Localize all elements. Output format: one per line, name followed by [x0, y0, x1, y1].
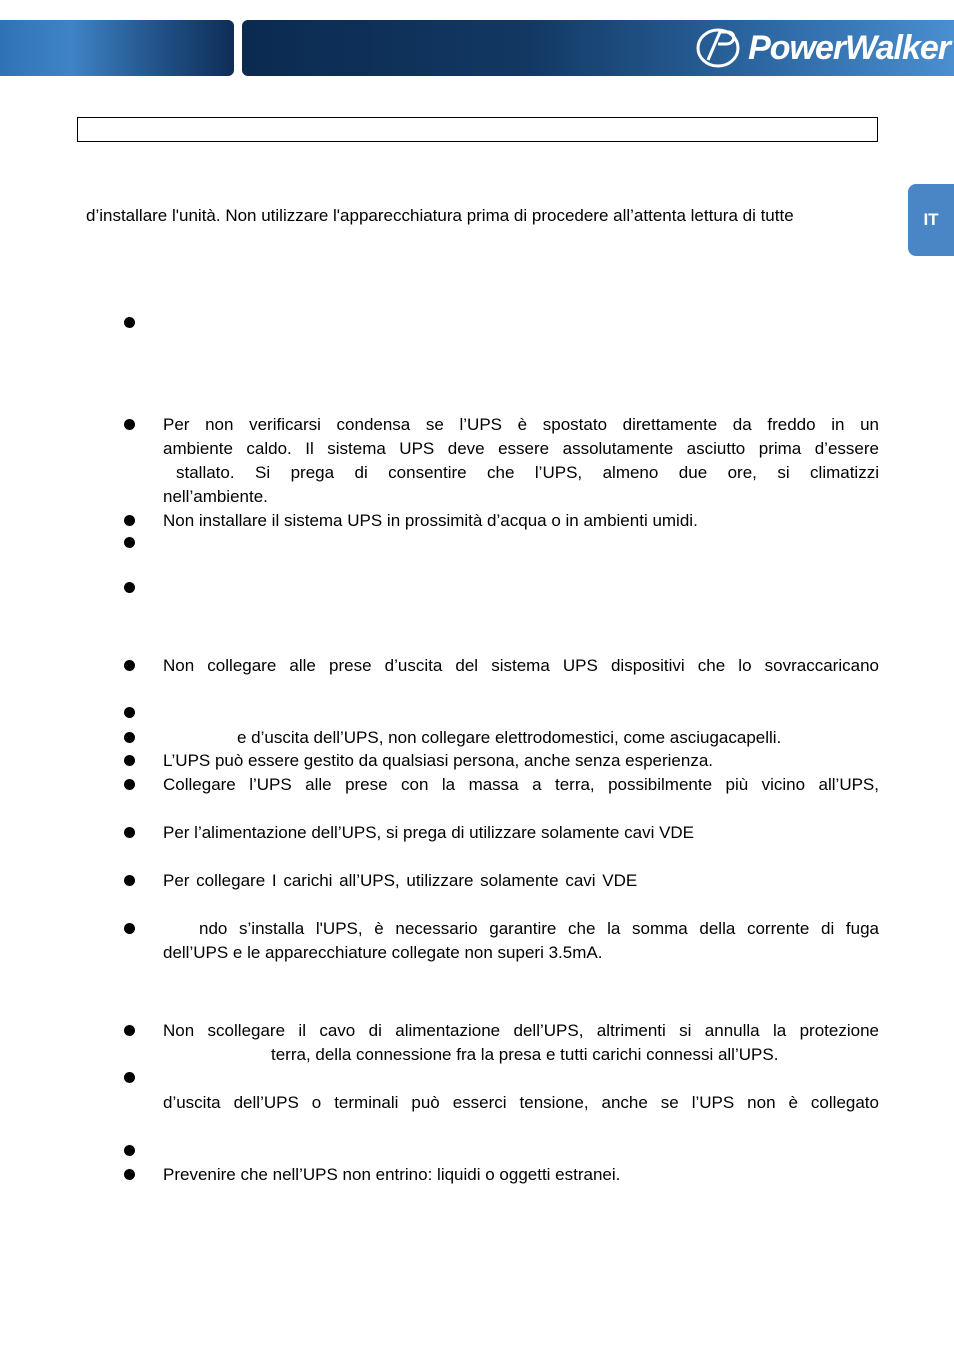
text-line: L’UPS può essere gestito da qualsiasi persona, anche senza esperienza. [163, 751, 714, 770]
text-line: Non collegare alle prese d’uscita del sistema UPS dispositivi che lo sovraccaricano [163, 656, 879, 675]
section-title-box [77, 117, 878, 142]
bullet-icon [124, 419, 135, 430]
text-line: Per non verificarsi condensa se l’UPS è spostato direttamente da freddo in un [163, 415, 879, 434]
header-band-left [0, 20, 234, 76]
bullet-icon [124, 537, 135, 548]
bullet-icon [124, 779, 135, 790]
text-line: ambiente caldo. Il sistema UPS deve essere assolutamente asciutto prima d’essere [163, 439, 879, 458]
header-band-right [242, 20, 954, 76]
text-line: ndo s’installa l'UPS, è necessario garantire che la somma della corrente di fuga [199, 919, 879, 938]
paragraph-grounding [163, 773, 879, 797]
text-line: Per collegare I carichi all’UPS, utilizzare solamente cavi VDE [163, 871, 638, 890]
bullet-icon [124, 707, 135, 718]
bullet-icon [124, 923, 135, 934]
text-line: stallato. Si prega di consentire che l’UPS, almeno due ore, si climatizzi [176, 463, 879, 482]
text-line: nell’ambiente. [163, 487, 268, 506]
text-line: Non scollegare il cavo di alimentazione dell’UPS, altrimenti si annulla la protezione [163, 1021, 879, 1040]
bullet-icon [124, 1072, 135, 1083]
text-line: e d’uscita dell’UPS, non collegare elettrodomestici, come asciugacapelli. [237, 728, 782, 747]
text-line: terra, della connessione fra la presa e tutti carichi connessi all’UPS. [271, 1045, 779, 1064]
bullet-icon [124, 515, 135, 526]
text-line: d’uscita dell’UPS o terminali può esserci tensione, anche se l’UPS non è collegato [163, 1093, 879, 1112]
paragraph-condensation [163, 413, 879, 485]
language-tab[interactable]: IT [908, 184, 954, 256]
bullet-icon [124, 1169, 135, 1180]
paragraph-disconnect [163, 1019, 879, 1043]
intro-text: d’installare l'unità. Non utilizzare l'apparecchiatura prima di procedere all’attenta lettura di tutte [86, 206, 794, 225]
bullet-icon [124, 755, 135, 766]
text-line: Per l’alimentazione dell’UPS, si prega di utilizzare solamente cavi VDE [163, 823, 695, 842]
bullet-icon [124, 875, 135, 886]
bullet-icon [124, 1145, 135, 1156]
logo-text: PowerWalker [748, 28, 950, 67]
paragraph-overload [163, 654, 879, 678]
text-line: Non installare il sistema UPS in prossimità d’acqua o in ambienti umidi. [163, 511, 698, 530]
powerwalker-logo [694, 24, 950, 72]
bullet-icon [124, 582, 135, 593]
bullet-icon [124, 317, 135, 328]
text-line: Collegare l’UPS alle prese con la massa a terra, possibilmente più vicino all’UPS, [163, 775, 879, 794]
bullet-icon [124, 732, 135, 743]
paragraph-voltage [163, 1091, 879, 1115]
text-line: Prevenire che nell’UPS non entrino: liquidi o oggetti estranei. [163, 1165, 621, 1184]
text-line: dell’UPS e le apparecchiature collegate non superi 3.5mA. [163, 943, 603, 962]
logo-mark-icon [694, 26, 744, 70]
bullet-icon [124, 827, 135, 838]
bullet-icon [124, 660, 135, 671]
bullet-icon [124, 1025, 135, 1036]
